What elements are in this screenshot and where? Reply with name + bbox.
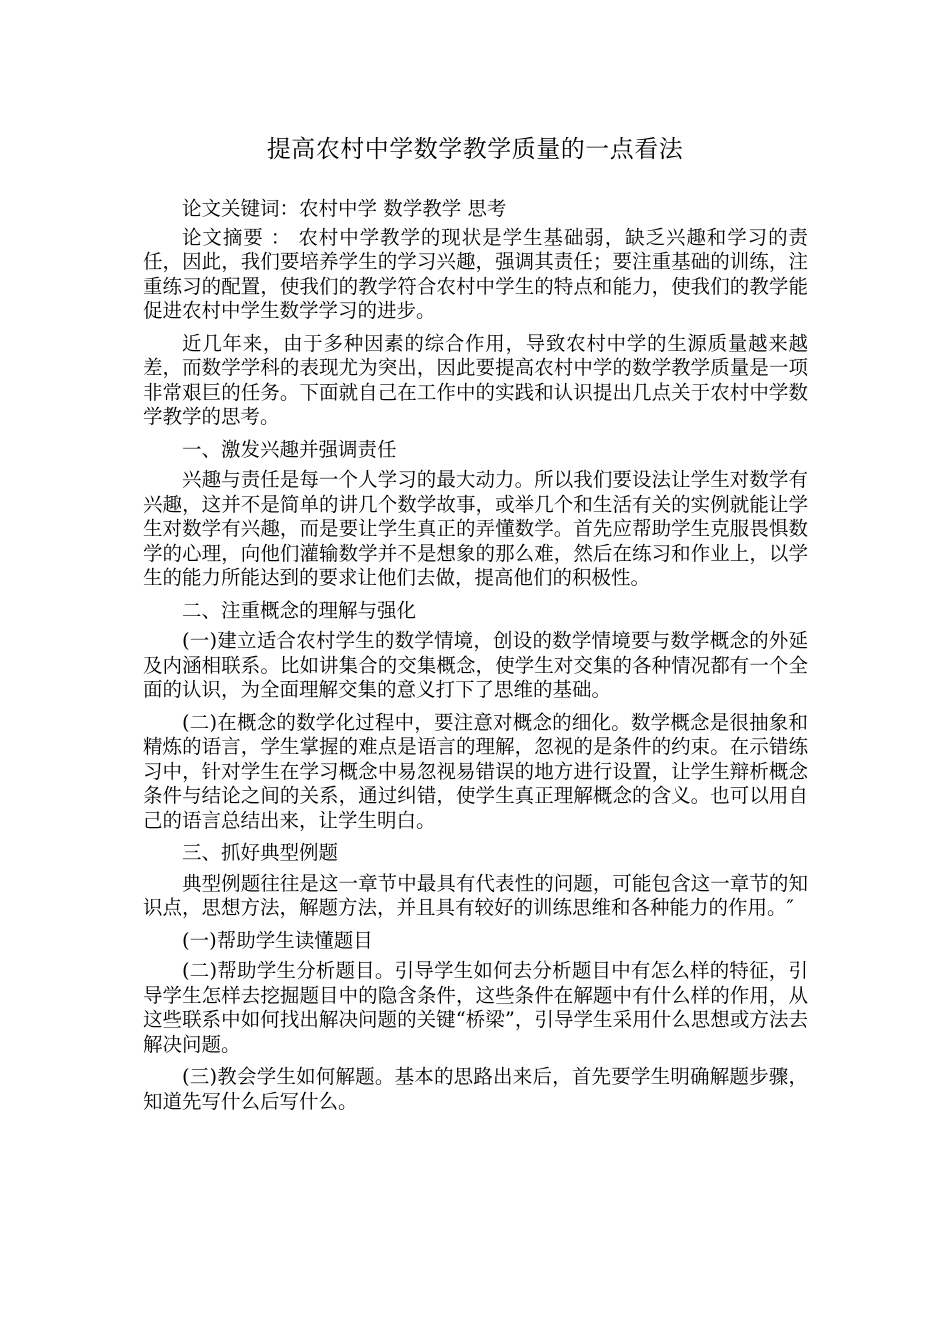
document-title: 提高农村中学数学教学质量的一点看法 bbox=[266, 135, 684, 163]
body-paragraph: (三)教会学生如何解题。基本的思路出来后，首先要学生明确解题步骤，知道先写什么后写什么。 bbox=[143, 1065, 808, 1113]
body-paragraph: (二)帮助学生分析题目。引导学生如何去分析题目中有怎么样的特征，引导学生怎样去挖掘题目中的隐含条件，这些条件在解题中有什么样的作用，从这些联系中如何找出解决问题的关键“桥梁”，引导学生采用什么思想或方法去解决问题。 bbox=[143, 959, 808, 1056]
body-paragraph: (二)在概念的数学化过程中，要注意对概念的细化。数学概念是很抽象和精炼的语言，学生掌握的难点是语言的理解，忽视的是条件的约束。在示错练习中，针对学生在学习概念中易忽视易错误的地方进行设置，让学生辩析概念条件与结论之间的关系，通过纠错，使学生真正理解概念的含义。也可以用自己的语言总结出来，让学生明白。 bbox=[143, 710, 808, 832]
section-heading-3: 三、抓好典型例题 bbox=[182, 841, 339, 864]
section-heading-2: 二、注重概念的理解与强化 bbox=[182, 598, 417, 622]
subsection-heading: (一)帮助学生读懂题目 bbox=[182, 928, 373, 952]
abstract-paragraph: 论文摘要 ： 农村中学教学的现状是学生基础弱，缺乏兴趣和学习的责任，因此，我们要培养学生的学习兴趣，强调其责任；要注重基础的训练，注重练习的配置，使我们的教学符合农村中学生的特点和能力，使我们的教学能促进农村中学生数学学习的进步。 bbox=[143, 225, 808, 322]
body-paragraph: 兴趣与责任是每一个人学习的最大动力。所以我们要设法让学生对数学有兴趣，这并不是简单的讲几个数学故事，或举几个和生活有关的实例就能让学生对数学有兴趣，而是要让学生真正的弄懂数学。首先应帮助学生克服畏惧数学的心理，向他们灌输数学并不是想象的那么难，然后在练习和作业上，以学生的能力所能达到的要求让他们去做，提高他们的积极性。 bbox=[143, 468, 808, 589]
intro-paragraph: 近几年来，由于多种因素的综合作用，导致农村中学的生源质量越来越差，而数学学科的表现尤为突出，因此要提高农村中学的数学教学质量是一项非常艰巨的任务。下面就自己在工作中的实践和认识提出几点关于农村中学数学教学的思考。 bbox=[143, 331, 808, 428]
section-heading-1: 一、激发兴趣并强调责任 bbox=[182, 437, 397, 461]
body-paragraph: 典型例题往往是这一章节中最具有代表性的问题，可能包含这一章节的知识点，思想方法，解题方法，并且具有较好的训练思维和各种能力的作用。″ bbox=[143, 871, 808, 919]
document-body bbox=[143, 197, 808, 1122]
keywords-line: 论文关键词：农村中学 数学教学 思考 bbox=[182, 197, 507, 220]
body-paragraph: (一)建立适合农村学生的数学情境，创设的数学情境要与数学概念的外延及内涵相联系。比如讲集合的交集概念，使学生对交集的各种情况都有一个全面的认识，为全面理解交集的意义打下了思维的基础。 bbox=[143, 629, 808, 701]
